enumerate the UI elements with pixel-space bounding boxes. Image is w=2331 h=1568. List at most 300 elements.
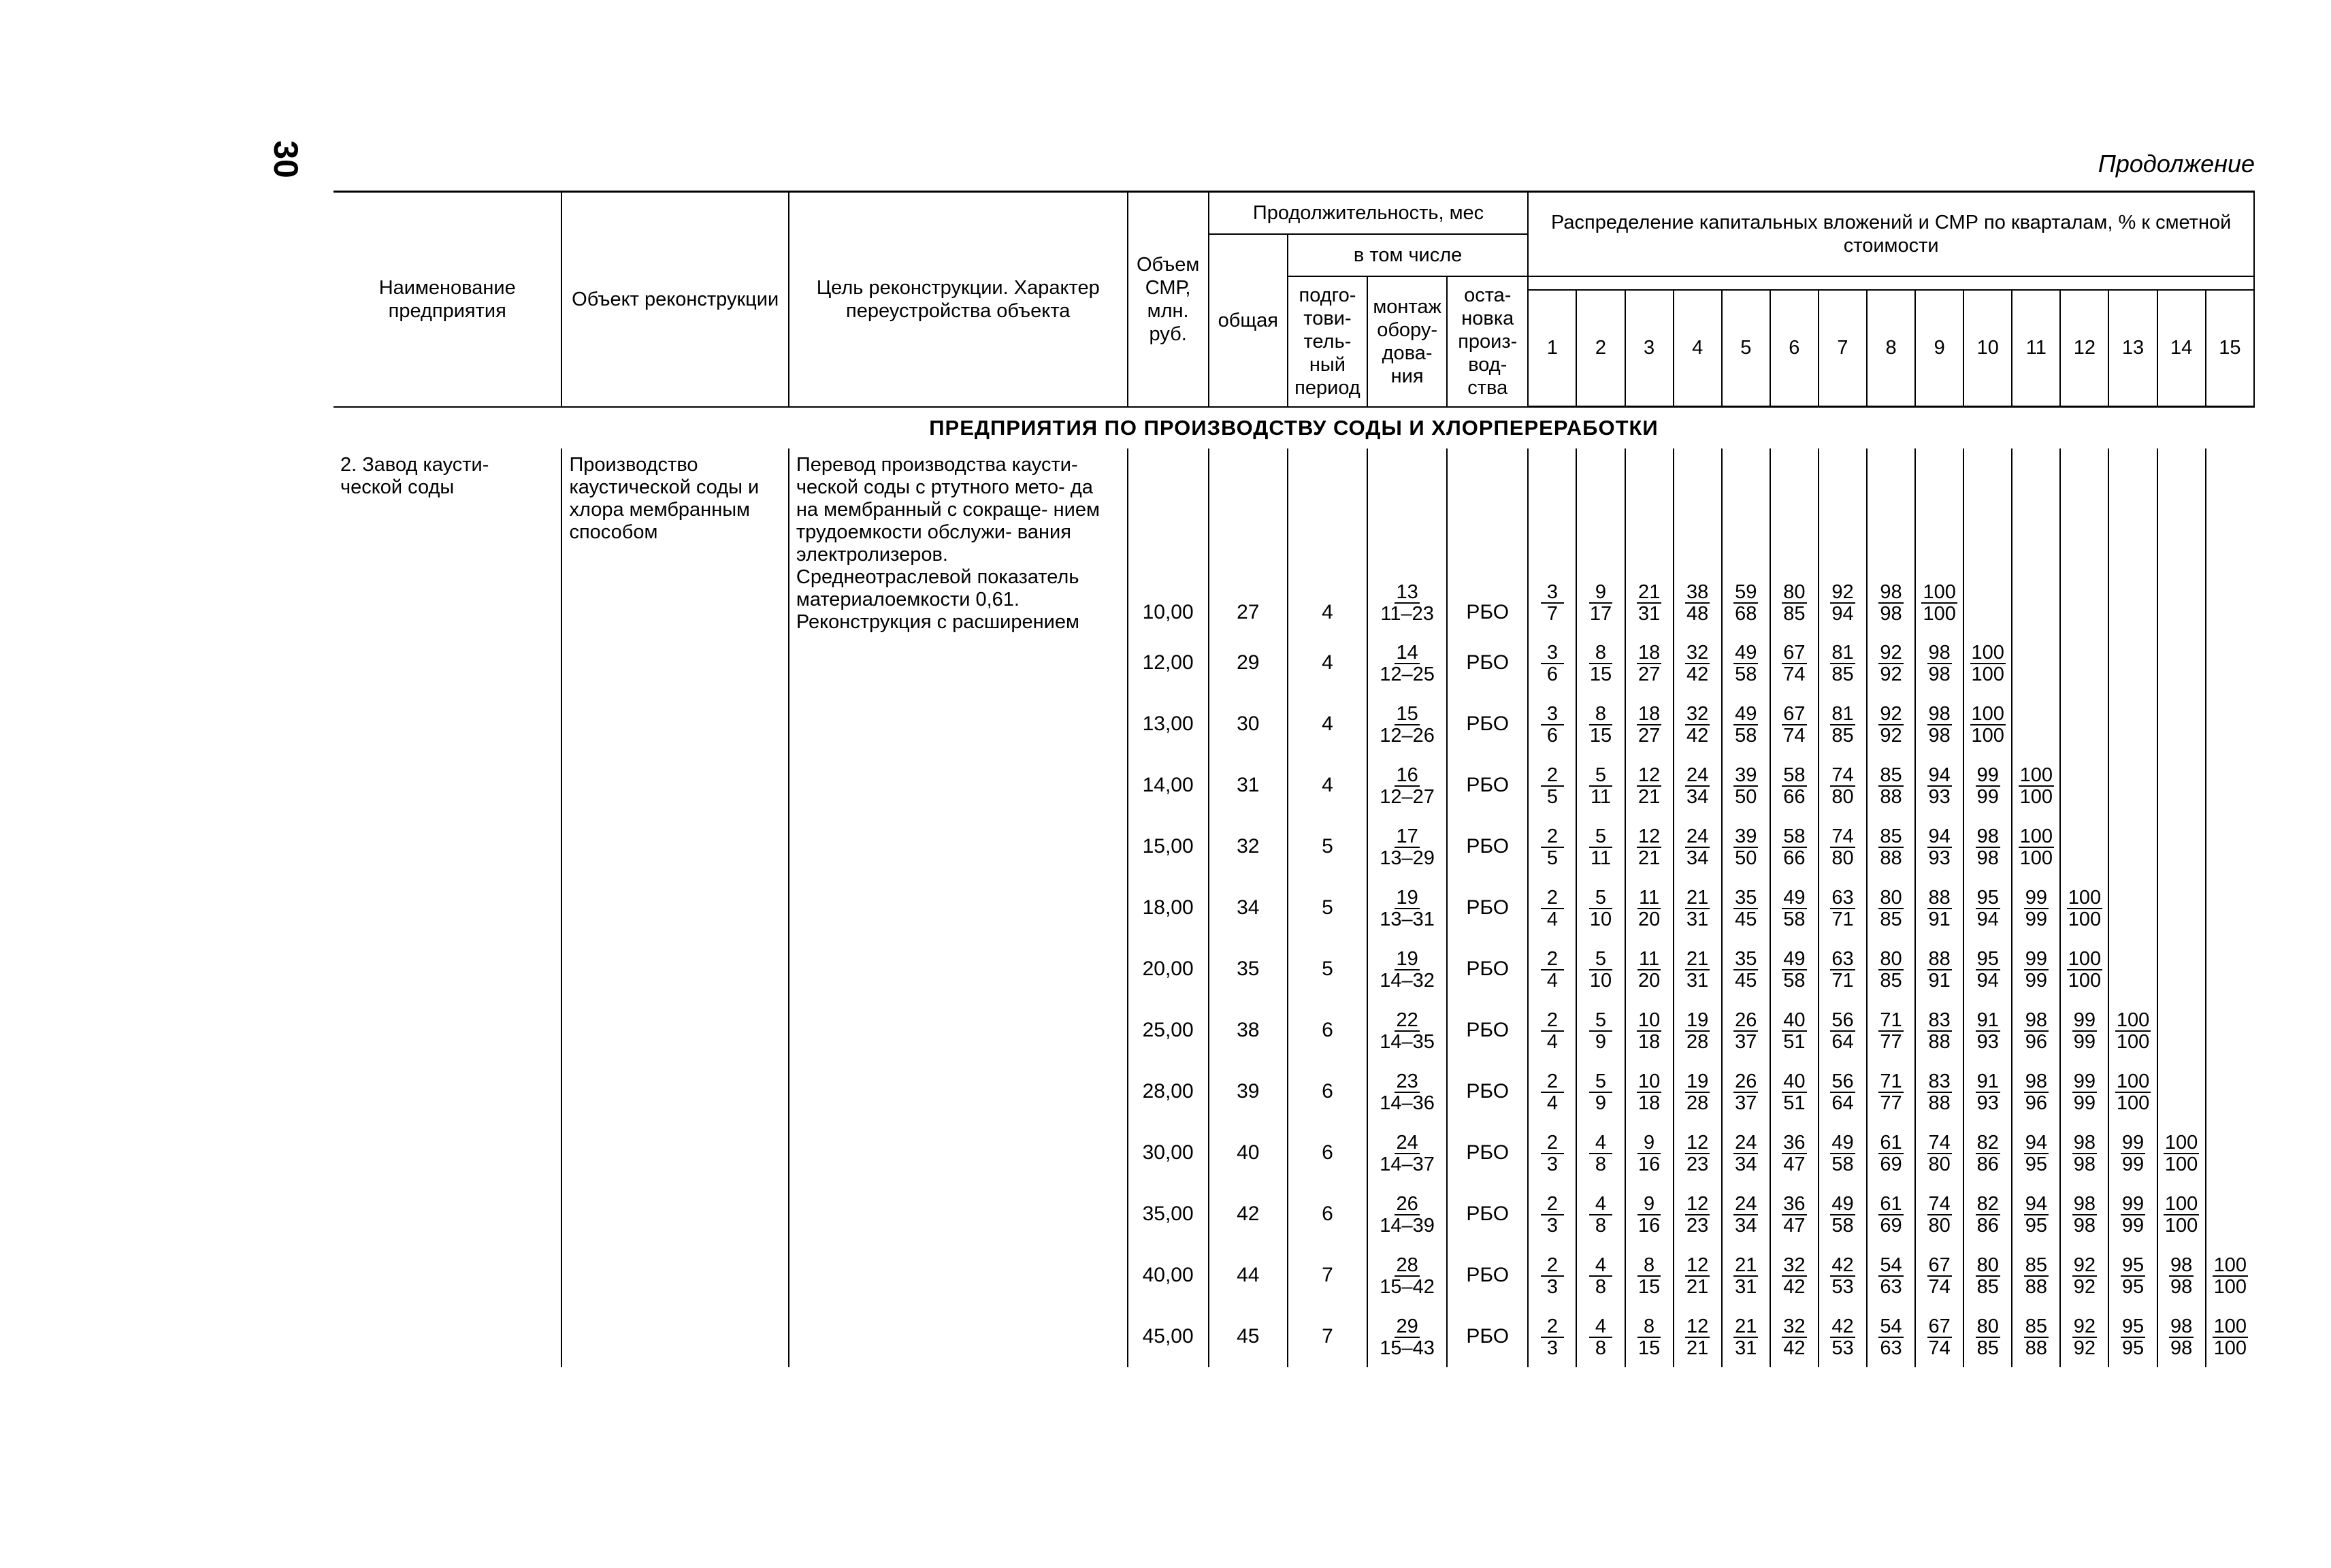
header-quarter: 4 xyxy=(1674,290,1722,407)
fraction-numerator: 21 xyxy=(1735,1254,1757,1276)
fraction-numerator: 49 xyxy=(1783,886,1806,909)
fraction-numerator: 21 xyxy=(1735,1315,1757,1337)
header-goal: Цель реконструкции. Характер переустройства объекта xyxy=(789,192,1128,407)
fraction xyxy=(2121,1255,2145,1297)
fraction-denominator: 100 xyxy=(2213,1337,2247,1359)
fraction-numerator: 23 xyxy=(1396,1070,1418,1092)
quarter-value-cell xyxy=(1867,938,1915,1000)
quarter-value-cell xyxy=(2012,448,2060,632)
quarter-value-cell xyxy=(1819,632,1867,693)
quarter-value-cell xyxy=(1722,877,1770,938)
quarter-value-cell xyxy=(1625,632,1674,693)
fraction-numerator: 11 xyxy=(1639,947,1660,970)
fraction-denominator: 63 xyxy=(1880,1275,1902,1298)
quarter-value-cell xyxy=(1963,938,2012,1000)
fraction-numerator: 92 xyxy=(1831,581,1854,603)
fraction-numerator: 99 xyxy=(1976,764,1999,786)
quarter-value-cell xyxy=(1770,816,1819,877)
fraction-denominator: 21 xyxy=(1637,847,1661,869)
fraction-numerator: 63 xyxy=(1831,886,1854,909)
fraction-numerator: 29 xyxy=(1396,1315,1418,1337)
quarter-value-cell xyxy=(1625,448,1674,632)
fraction-denominator: 100 xyxy=(2213,1275,2247,1298)
quarter-value-cell xyxy=(1819,1000,1867,1061)
fraction-numerator: 12 xyxy=(1637,825,1661,847)
fraction-numerator: 88 xyxy=(1928,947,1951,970)
fraction-numerator: 28 xyxy=(1396,1254,1418,1276)
quarter-value-cell xyxy=(1528,448,1576,632)
fraction-numerator: 59 xyxy=(1735,581,1757,603)
fraction-numerator: 3 xyxy=(1541,642,1564,664)
fraction xyxy=(1733,765,1758,807)
fraction-numerator: 49 xyxy=(1783,947,1806,970)
quarter-value-cell xyxy=(2108,877,2157,938)
fraction-denominator: 45 xyxy=(1735,969,1757,992)
fraction xyxy=(1830,1010,1855,1052)
quarter-value-cell xyxy=(1722,755,1770,816)
header-quarter: 12 xyxy=(2060,290,2108,407)
fraction-denominator: 71 xyxy=(1831,969,1854,992)
total-duration-cell: 44 xyxy=(1209,1245,1288,1306)
fraction-numerator: 98 xyxy=(2170,1254,2193,1276)
fraction-denominator: 31 xyxy=(1686,969,1709,992)
fraction-denominator: 34 xyxy=(1686,785,1709,808)
fraction-numerator: 12 xyxy=(1637,764,1661,786)
quarter-value-cell xyxy=(1770,1000,1819,1061)
fraction xyxy=(1830,642,1855,685)
fraction-denominator: 27 xyxy=(1637,724,1661,747)
fraction xyxy=(1976,1132,2000,1175)
fraction-denominator: 3 xyxy=(1546,1337,1558,1359)
fraction-numerator: 99 xyxy=(2025,947,2047,970)
fraction-numerator: 35 xyxy=(1735,947,1757,970)
fraction-numerator: 83 xyxy=(1928,1070,1951,1092)
quarter-value-cell xyxy=(1625,877,1674,938)
quarter-value-cell xyxy=(2012,1183,2060,1245)
fraction-denominator: 6 xyxy=(1546,663,1558,685)
quarter-value-cell xyxy=(1576,1183,1625,1245)
fraction xyxy=(1830,1071,1855,1113)
fraction xyxy=(1541,1010,1564,1052)
fraction-numerator: 100 xyxy=(2164,1131,2198,1154)
fraction-numerator: 24 xyxy=(1396,1131,1418,1154)
fraction-denominator: 15 xyxy=(1637,1275,1661,1298)
quarter-value-cell xyxy=(1915,693,1963,755)
fraction-denominator: 3 xyxy=(1546,1153,1558,1175)
fraction-denominator: 37 xyxy=(1735,1092,1757,1114)
fraction-denominator: 91 xyxy=(1928,908,1951,930)
total-duration-cell: 29 xyxy=(1209,632,1288,693)
mounting-cell xyxy=(1367,1000,1447,1061)
fraction-denominator: 80 xyxy=(1831,847,1854,869)
fraction-numerator: 67 xyxy=(1783,641,1806,664)
quarter-value-cell xyxy=(1770,1245,1819,1306)
fraction-denominator: 23 xyxy=(1686,1153,1709,1175)
quarter-value-cell xyxy=(1528,1122,1576,1183)
fraction xyxy=(2024,1194,2049,1236)
fraction-denominator: 9 xyxy=(1595,1030,1607,1053)
fraction-denominator: 48 xyxy=(1686,603,1709,625)
fraction-numerator: 19 xyxy=(1396,947,1418,970)
fraction-numerator: 18 xyxy=(1637,702,1661,725)
fraction-numerator: 100 xyxy=(2164,1192,2198,1215)
fraction-denominator: 99 xyxy=(1976,785,1999,808)
fraction-denominator: 98 xyxy=(2170,1337,2193,1359)
header-distribution: Распределение капитальных вложений и СМР по кварталам, % к сметной стоимости xyxy=(1528,192,2254,276)
quarter-value-cell xyxy=(1674,755,1722,816)
fraction xyxy=(1878,1071,1903,1113)
fraction-denominator: 88 xyxy=(2025,1275,2047,1298)
header-quarter: 7 xyxy=(1819,290,1867,407)
fraction-numerator: 56 xyxy=(1831,1009,1854,1031)
fraction-numerator: 8 xyxy=(1637,1316,1661,1338)
fraction xyxy=(1637,582,1661,624)
fraction-denominator: 13–31 xyxy=(1380,908,1435,930)
fraction xyxy=(1685,1071,1710,1113)
fraction-numerator: 8 xyxy=(1589,642,1612,664)
fraction-denominator: 94 xyxy=(1976,908,1999,930)
fraction xyxy=(2115,1010,2151,1052)
quarter-value-cell xyxy=(1915,816,1963,877)
fraction-denominator: 14–35 xyxy=(1380,1030,1435,1053)
fraction xyxy=(1782,1132,1806,1175)
fraction-denominator: 66 xyxy=(1783,847,1806,869)
fraction-denominator: 92 xyxy=(2073,1337,2096,1359)
fraction xyxy=(1782,582,1806,624)
fraction xyxy=(1541,1194,1564,1236)
quarter-value-cell xyxy=(2060,877,2108,938)
fraction-numerator: 95 xyxy=(1976,886,1999,909)
fraction-numerator: 98 xyxy=(2025,1009,2047,1031)
fraction xyxy=(1379,582,1435,624)
fraction-numerator: 3 xyxy=(1541,704,1564,725)
fraction-denominator: 50 xyxy=(1735,847,1757,869)
quarter-value-cell xyxy=(1674,693,1722,755)
fraction xyxy=(1830,887,1855,930)
fraction-numerator: 92 xyxy=(2073,1315,2096,1337)
prep-period-cell: 5 xyxy=(1288,816,1367,877)
quarter-value-cell xyxy=(1722,632,1770,693)
fraction-numerator: 81 xyxy=(1831,702,1854,725)
fraction-denominator: 68 xyxy=(1735,603,1757,625)
fraction xyxy=(1782,826,1806,868)
fraction xyxy=(1927,1071,1952,1113)
mounting-cell xyxy=(1367,1061,1447,1122)
fraction-denominator: 27 xyxy=(1637,663,1661,685)
fraction-denominator: 13–29 xyxy=(1380,847,1435,869)
stoppage-cell: РБО xyxy=(1447,938,1528,1000)
fraction xyxy=(1589,765,1612,807)
quarter-value-cell xyxy=(1963,1061,2012,1122)
fraction xyxy=(1541,582,1564,624)
quarter-value-cell xyxy=(2108,448,2157,632)
fraction xyxy=(1782,1316,1806,1358)
prep-period-cell: 7 xyxy=(1288,1245,1367,1306)
fraction-numerator: 71 xyxy=(1880,1009,1902,1031)
fraction-denominator: 16 xyxy=(1637,1153,1661,1175)
fraction-denominator: 18 xyxy=(1637,1030,1661,1053)
fraction-numerator: 24 xyxy=(1686,825,1709,847)
fraction-denominator: 31 xyxy=(1735,1337,1757,1359)
prep-period-cell: 6 xyxy=(1288,1122,1367,1183)
quarter-value-cell xyxy=(1819,1122,1867,1183)
fraction-denominator: 63 xyxy=(1880,1337,1902,1359)
fraction xyxy=(1637,887,1661,930)
fraction-numerator: 4 xyxy=(1589,1255,1612,1277)
fraction-numerator: 54 xyxy=(1880,1254,1902,1276)
fraction-denominator: 10 xyxy=(1589,908,1612,930)
fraction-denominator: 93 xyxy=(1928,785,1951,808)
fraction xyxy=(1878,887,1903,930)
fraction-denominator: 80 xyxy=(1928,1153,1951,1175)
fraction xyxy=(1830,826,1855,868)
fraction-denominator: 53 xyxy=(1831,1275,1854,1298)
total-duration-cell: 38 xyxy=(1209,1000,1288,1061)
header-quarter: 6 xyxy=(1770,290,1819,407)
quarter-value-cell xyxy=(1576,632,1625,693)
fraction-denominator: 15 xyxy=(1637,1337,1661,1359)
fraction-denominator: 95 xyxy=(2121,1275,2145,1298)
fraction-denominator: 99 xyxy=(2025,908,2047,930)
fraction-denominator: 16 xyxy=(1637,1214,1661,1237)
quarter-value-cell xyxy=(2012,1122,2060,1183)
fraction-numerator: 58 xyxy=(1783,764,1806,786)
fraction xyxy=(1782,704,1806,746)
fraction-numerator: 32 xyxy=(1686,641,1709,664)
fraction-numerator: 38 xyxy=(1686,581,1709,603)
fraction-numerator: 99 xyxy=(2073,1070,2096,1092)
fraction-numerator: 80 xyxy=(1880,886,1902,909)
fraction-numerator: 12 xyxy=(1686,1131,1709,1154)
quarter-value-cell xyxy=(2060,1122,2108,1183)
fraction-numerator: 12 xyxy=(1686,1192,1709,1215)
fraction-denominator: 77 xyxy=(1880,1092,1902,1114)
quarter-value-cell xyxy=(1819,938,1867,1000)
quarter-value-cell xyxy=(2060,816,2108,877)
stoppage-cell: РБО xyxy=(1447,1000,1528,1061)
quarter-value-cell xyxy=(1576,1245,1625,1306)
fraction-numerator: 2 xyxy=(1541,1255,1564,1277)
fraction-numerator: 94 xyxy=(1928,825,1951,847)
fraction-denominator: 45 xyxy=(1735,908,1757,930)
fraction xyxy=(1378,1255,1436,1297)
fraction-numerator: 24 xyxy=(1735,1192,1757,1215)
fraction-numerator: 100 xyxy=(2019,764,2053,786)
fraction-denominator: 88 xyxy=(1880,847,1902,869)
quarter-value-cell xyxy=(1576,1306,1625,1367)
quarter-value-cell xyxy=(1722,1122,1770,1183)
fraction-numerator: 100 xyxy=(2116,1070,2150,1092)
quarter-value-cell xyxy=(2060,1061,2108,1122)
quarter-value-cell xyxy=(2012,632,2060,693)
fraction-numerator: 4 xyxy=(1589,1316,1612,1338)
fraction xyxy=(1878,765,1903,807)
quarter-value-cell xyxy=(1867,632,1915,693)
fraction xyxy=(1927,1255,1952,1297)
fraction-numerator: 91 xyxy=(1976,1009,1999,1031)
header-quarter: 14 xyxy=(2157,290,2206,407)
quarter-value-cell xyxy=(2206,1061,2254,1122)
total-duration-cell: 30 xyxy=(1209,693,1288,755)
fraction xyxy=(2072,1255,2097,1297)
fraction-denominator: 95 xyxy=(2025,1214,2047,1237)
fraction-numerator: 22 xyxy=(1396,1009,1418,1031)
quarter-value-cell xyxy=(2012,877,2060,938)
quarter-value-cell xyxy=(2206,938,2254,1000)
fraction-denominator: 6 xyxy=(1546,724,1558,747)
fraction xyxy=(2024,949,2049,991)
quarter-value-cell xyxy=(1722,938,1770,1000)
fraction-numerator: 94 xyxy=(1928,764,1951,786)
mounting-cell xyxy=(1367,1122,1447,1183)
fraction-denominator: 85 xyxy=(1880,908,1902,930)
mounting-cell xyxy=(1367,1183,1447,1245)
fraction xyxy=(1541,949,1564,991)
fraction-numerator: 17 xyxy=(1396,825,1418,847)
fraction-denominator: 74 xyxy=(1928,1337,1951,1359)
fraction-denominator: 42 xyxy=(1686,724,1709,747)
fraction-denominator: 100 xyxy=(2164,1153,2198,1175)
fraction xyxy=(2067,887,2102,930)
quarter-value-cell xyxy=(2060,1000,2108,1061)
fraction-numerator: 10 xyxy=(1637,1009,1661,1031)
quarter-value-cell xyxy=(2206,755,2254,816)
fraction xyxy=(1378,1316,1436,1358)
quarter-value-cell xyxy=(2157,1306,2206,1367)
fraction xyxy=(1921,582,1957,624)
volume-cell: 15,00 xyxy=(1128,816,1209,877)
quarter-value-cell xyxy=(2012,1306,2060,1367)
quarter-value-cell xyxy=(1915,1061,1963,1122)
header-quarter: 11 xyxy=(2012,290,2060,407)
fraction-numerator: 5 xyxy=(1589,1010,1612,1032)
quarter-value-cell xyxy=(2157,448,2206,632)
fraction-denominator: 3 xyxy=(1546,1275,1558,1298)
quarter-value-cell xyxy=(2157,1000,2206,1061)
quarter-value-cell xyxy=(1576,755,1625,816)
quarter-value-cell xyxy=(1576,448,1625,632)
quarter-value-cell xyxy=(1528,755,1576,816)
fraction-numerator: 61 xyxy=(1880,1192,1902,1215)
fraction-denominator: 20 xyxy=(1637,908,1661,930)
mounting-cell xyxy=(1367,632,1447,693)
volume-cell: 35,00 xyxy=(1128,1183,1209,1245)
fraction-denominator: 96 xyxy=(2025,1092,2047,1114)
fraction xyxy=(1782,887,1806,930)
fraction-denominator: 85 xyxy=(1880,969,1902,992)
fraction xyxy=(1685,642,1710,685)
stoppage-cell: РБО xyxy=(1447,448,1528,632)
fraction-denominator: 8 xyxy=(1595,1153,1607,1175)
fraction-denominator: 28 xyxy=(1686,1092,1709,1114)
quarter-value-cell xyxy=(1528,1000,1576,1061)
quarter-value-cell xyxy=(1867,1245,1915,1306)
stoppage-cell: РБО xyxy=(1447,1183,1528,1245)
quarter-value-cell xyxy=(1819,1061,1867,1122)
mounting-cell xyxy=(1367,877,1447,938)
prep-period-cell: 7 xyxy=(1288,1306,1367,1367)
fraction-denominator: 100 xyxy=(2164,1214,2198,1237)
quarter-value-cell xyxy=(1770,1061,1819,1122)
fraction-denominator: 8 xyxy=(1595,1337,1607,1359)
quarter-value-cell xyxy=(2060,632,2108,693)
fraction-numerator: 11 xyxy=(1639,886,1660,909)
quarter-value-cell xyxy=(1819,816,1867,877)
fraction xyxy=(2072,1132,2097,1175)
fraction-denominator: 42 xyxy=(1783,1275,1806,1298)
fraction-numerator: 49 xyxy=(1735,702,1757,725)
fraction-denominator: 64 xyxy=(1831,1030,1854,1053)
fraction xyxy=(1541,887,1564,930)
fraction-numerator: 83 xyxy=(1928,1009,1951,1031)
fraction-denominator: 9 xyxy=(1595,1092,1607,1114)
fraction-denominator: 93 xyxy=(1976,1092,1999,1114)
fraction xyxy=(1589,826,1612,868)
fraction-denominator: 88 xyxy=(1928,1092,1951,1114)
fraction-numerator: 91 xyxy=(1976,1070,1999,1092)
fraction-numerator: 2 xyxy=(1541,1194,1564,1215)
total-duration-cell: 34 xyxy=(1209,877,1288,938)
fraction-denominator: 86 xyxy=(1976,1153,1999,1175)
fraction xyxy=(2024,1132,2049,1175)
table-header xyxy=(333,192,2254,407)
fraction xyxy=(1830,765,1855,807)
fraction-denominator: 99 xyxy=(2073,1030,2096,1053)
fraction-numerator: 100 xyxy=(2068,886,2102,909)
quarter-value-cell xyxy=(2060,1183,2108,1245)
stoppage-cell: РБО xyxy=(1447,1061,1528,1122)
page-number: 30 xyxy=(266,140,305,178)
mounting-cell xyxy=(1367,448,1447,632)
fraction xyxy=(1830,582,1855,624)
fraction xyxy=(1976,887,2000,930)
volume-cell: 10,00 xyxy=(1128,448,1209,632)
quarter-value-cell xyxy=(1722,693,1770,755)
quarter-value-cell xyxy=(1674,1183,1722,1245)
fraction xyxy=(1378,826,1436,868)
fraction-numerator: 100 xyxy=(1971,641,2004,664)
fraction-numerator: 98 xyxy=(2073,1131,2096,1154)
fraction xyxy=(1589,1010,1612,1052)
quarter-value-cell xyxy=(2206,448,2254,632)
fraction xyxy=(1733,582,1758,624)
quarter-value-cell xyxy=(1674,1245,1722,1306)
fraction xyxy=(2019,765,2054,807)
fraction-denominator: 69 xyxy=(1880,1214,1902,1237)
fraction-denominator: 14–36 xyxy=(1380,1092,1435,1114)
fraction-numerator: 81 xyxy=(1831,641,1854,664)
fraction-numerator: 2 xyxy=(1541,1132,1564,1154)
fraction xyxy=(2164,1132,2199,1175)
quarter-value-cell xyxy=(2206,1000,2254,1061)
quarter-value-cell xyxy=(1722,1245,1770,1306)
fraction-numerator: 16 xyxy=(1396,764,1418,786)
fraction-numerator: 100 xyxy=(1923,581,1956,603)
quarter-value-cell xyxy=(2108,693,2157,755)
fraction-denominator: 34 xyxy=(1735,1214,1757,1237)
quarter-value-cell xyxy=(2157,938,2206,1000)
fraction xyxy=(1588,704,1613,746)
prep-period-cell: 4 xyxy=(1288,755,1367,816)
fraction-denominator: 5 xyxy=(1546,847,1558,869)
fraction xyxy=(2024,887,2049,930)
fraction-numerator: 100 xyxy=(2019,825,2053,847)
fraction-denominator: 58 xyxy=(1831,1153,1854,1175)
fraction xyxy=(1685,1010,1710,1052)
fraction-denominator: 100 xyxy=(1971,663,2004,685)
quarter-value-cell xyxy=(2157,1061,2206,1122)
fraction-numerator: 49 xyxy=(1831,1192,1854,1215)
